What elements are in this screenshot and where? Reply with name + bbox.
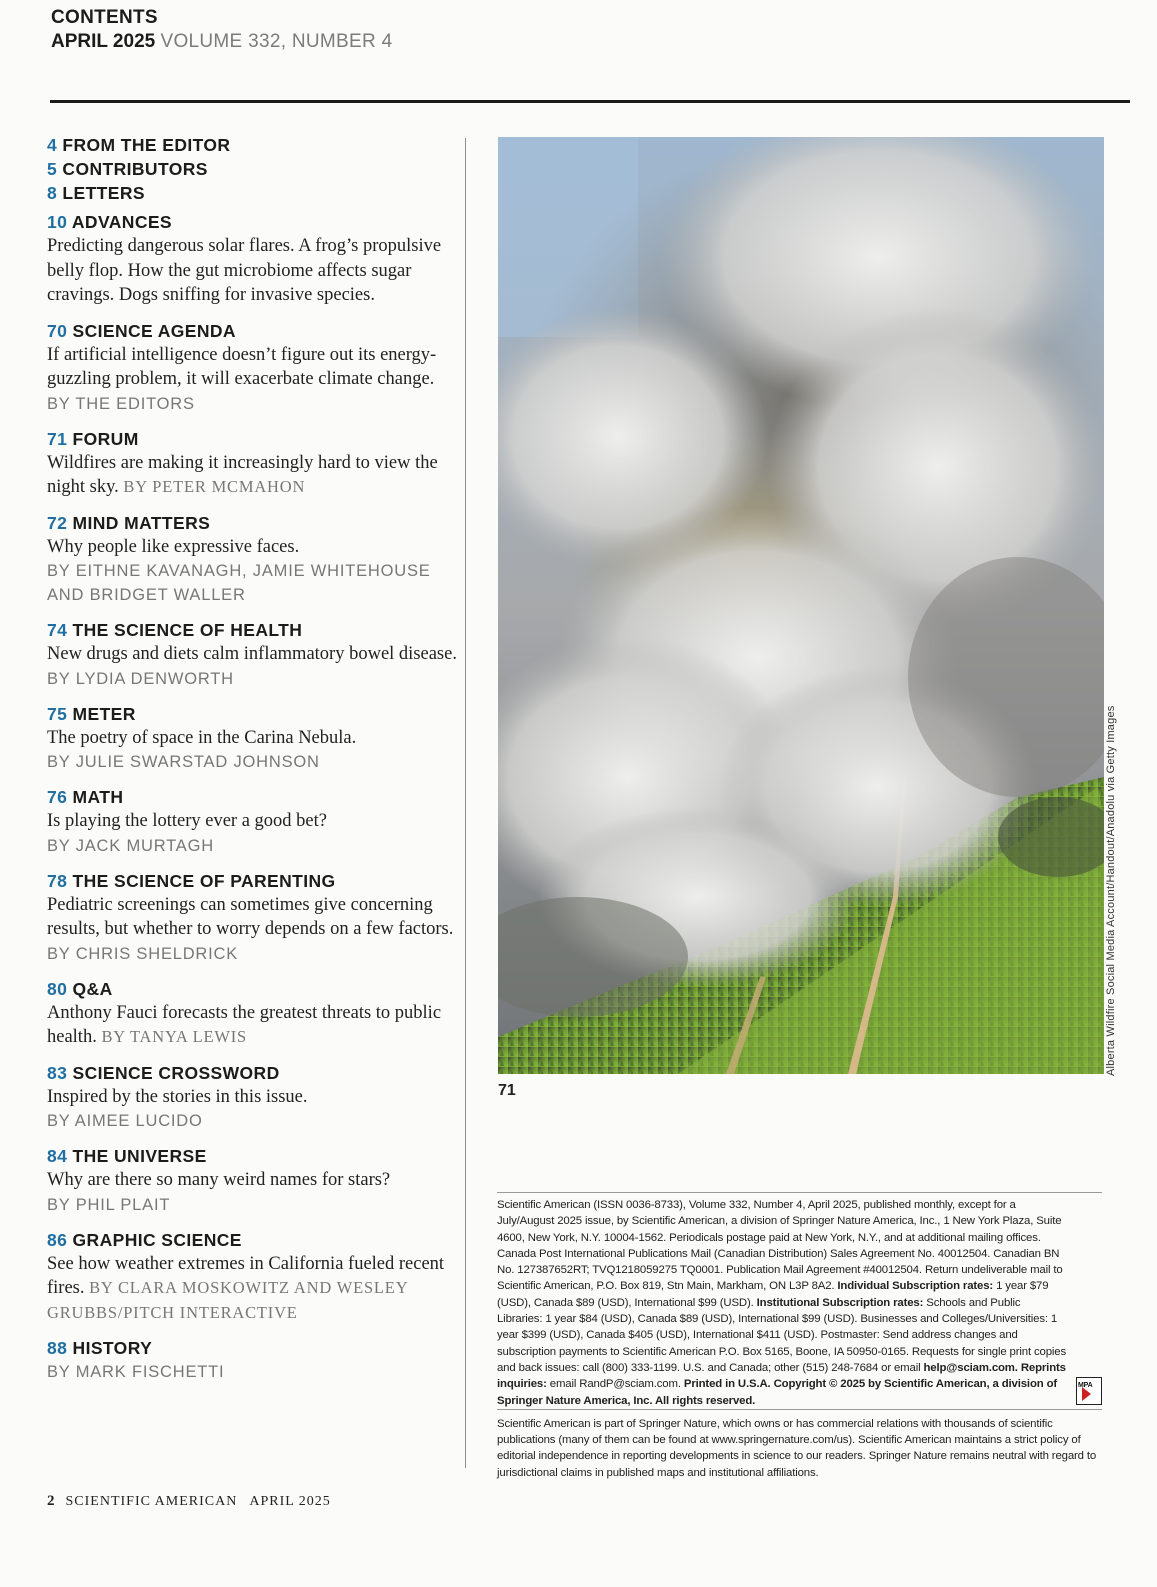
toc-heading (47, 869, 459, 893)
toc-description: If artificial intelligence doesn’t figure out its energy-guzzling problem, it will exacerbate climate change. (47, 344, 437, 389)
toc-byline: BY CHRIS SHELDRICK (47, 944, 239, 963)
toc-page-number: 83 (47, 1062, 68, 1083)
toc-description: Anthony Fauci forecasts the greatest threats to public health. BY TANYA LEWIS (47, 1002, 442, 1047)
toc-page-number: 88 (47, 1338, 68, 1358)
toc-byline: BY TANYA LEWIS (101, 1027, 247, 1046)
toc-heading (47, 1061, 459, 1085)
toc-title: MIND MATTERS (72, 512, 211, 533)
toc-heading (47, 1228, 459, 1252)
toc-entry (47, 427, 459, 500)
contents-label: CONTENTS (51, 7, 158, 28)
toc-title: SCIENCE CROSSWORD (72, 1062, 280, 1083)
toc-title: HISTORY (72, 1338, 153, 1358)
toc-entry (47, 157, 459, 181)
toc-title: FORUM (72, 428, 139, 449)
toc-entry (47, 210, 459, 308)
toc-description: Is playing the lottery ever a good bet? (47, 811, 327, 831)
toc-entry (47, 702, 459, 775)
toc-description: Wildfires are making it increasingly hard to view the night sky. BY PETER MCMAHON (47, 452, 438, 497)
toc-page-number: 5 (47, 159, 58, 179)
toc-heading (47, 133, 459, 157)
toc-entry (47, 319, 459, 416)
toc-entry (47, 1336, 459, 1384)
toc-page-number: 84 (47, 1146, 68, 1166)
toc-title: SCIENCE AGENDA (72, 320, 236, 341)
mpa-logo: MPA (1076, 1377, 1102, 1405)
publication-info: Scientific American (ISSN 0036-8733), Volume 332, Number 4, April 2025, published monthly, except for a July/August 2025 issue, by Scientific American, a division of Springer Nature America, Inc., 1 New York Plaza, Suite 4600, New York, N.Y. 10004-1562. Periodicals postage paid at New York, N.Y., and at additional mailing offices. Canada Post International Publications Mail (Canadian Distribution) Sales Agreement No. 40012504. Canadian BN No. 127387652RT; TVQ1218059275 TQ0001. Publication Mail Agreement #40012504. Return undeliverable mail to Scientific American, P.O. Box 819, Stn Main, Markham, ON L3P 8A2. Individual Subscription rates: 1 year $79 (USD), Canada $89 (USD), International $99 (USD). Institutional Subscription rates: Schools and Public Libraries: 1 year $84 (USD), Canada $89 (USD), International $99 (USD). Businesses and Colleges/Universities: 1 year $399 (USD), Canada $405 (USD), International $411 (USD). Postmaster: Send address changes and subscription payments to Scientific American P.O. Box 5165, Boone, IA 50950-0165. Requests for single print copies and back issues: call (800) 333-1199. U.S. and Canada; other (515) 248-7684 or email help@sciam.com. Reprints inquiries: email RandP@sciam.com. Printed in U.S.A. Copyright © 2025 by Scientific American, a division of Springer Nature America, Inc. All rights reserved. MPA (497, 1193, 1102, 1409)
springer-statement: Scientific American is part of Springer Nature, which owns or has commercial relations with thousands of scientific publications (many of them can be found at www.springernature.com/us). Scientific American maintains a strict policy of editorial independence in reporting developments in science to our readers. Springer Nature remains neutral with regard to jurisdictional claims in published maps and institutional affiliations. (497, 1417, 1097, 1479)
page-footer (47, 1493, 331, 1510)
page-number: 2 (47, 1493, 56, 1509)
toc-description: Predicting dangerous solar flares. A frog’s propulsive belly flop. How the gut microbiome affects sugar cravings. Dogs sniffing for invasive species. (47, 236, 442, 305)
column-divider (465, 138, 466, 1468)
toc-heading (47, 427, 459, 451)
toc-byline: BY MARK FISCHETTI (47, 1363, 225, 1381)
toc-page-number: 72 (47, 512, 68, 533)
toc-heading (47, 1336, 459, 1360)
toc-page-number: 75 (47, 703, 68, 724)
toc-title: METER (72, 703, 136, 724)
toc-entry (47, 1061, 459, 1134)
toc-title: MATH (72, 787, 124, 807)
photo-credit (1105, 706, 1123, 1076)
photo-credit-text: Alberta Wildfire Social Media Account/Handout/Anadolu via Getty Images (1105, 705, 1117, 1076)
toc-description: See how weather extremes in California fueled recent fires. BY CLARA MOSKOWITZ AND WESLEY GRUBBS/PITCH INTERACTIVE (47, 1253, 445, 1322)
toc-entry (47, 977, 459, 1050)
toc-description: Inspired by the stories in this issue. (47, 1086, 308, 1107)
toc-page-number: 10 (47, 212, 68, 232)
toc-description: Pediatric screenings can sometimes give concerning results, but whether to worry depends on a few factors. (47, 894, 454, 939)
toc-heading (47, 977, 459, 1001)
issue-line (51, 30, 392, 54)
toc-byline: BY JACK MURTAGH (47, 836, 214, 855)
toc-entry (47, 618, 459, 691)
toc-heading (47, 210, 459, 234)
toc-heading (47, 702, 459, 726)
toc-page-number: 86 (47, 1229, 68, 1250)
toc-description: Why people like expressive faces. (47, 536, 300, 557)
toc-heading (47, 157, 459, 181)
toc-byline: BY THE EDITORS (47, 394, 195, 413)
toc-title: ADVANCES (71, 212, 172, 232)
toc-byline: BY CLARA MOSKOWITZ AND WESLEY GRUBBS/PITCH INTERACTIVE (47, 1278, 408, 1322)
toc-heading (47, 319, 459, 343)
toc-page-number: 76 (47, 787, 68, 807)
toc-entry (47, 785, 459, 858)
toc-byline: BY PHIL PLAIT (47, 1195, 171, 1214)
toc-entry (47, 869, 459, 966)
toc-page-number: 70 (47, 320, 68, 341)
footer-date: APRIL 2025 (249, 1494, 331, 1509)
toc-entry (47, 181, 459, 205)
masthead (51, 6, 392, 54)
toc-heading (47, 1144, 459, 1168)
toc-byline: BY LYDIA DENWORTH (47, 669, 234, 688)
toc-title: Q&A (72, 978, 113, 999)
toc-description: New drugs and diets calm inflammatory bowel disease. (47, 644, 457, 664)
toc-entry (47, 133, 459, 157)
toc-entry (47, 511, 459, 608)
wildfire-photo (498, 137, 1104, 1074)
photo-page-ref: 71 (498, 1082, 516, 1099)
toc-description: Why are there so many weird names for stars? (47, 1170, 391, 1190)
issue-date: APRIL 2025 (51, 31, 156, 52)
toc-page-number: 71 (47, 428, 68, 449)
toc-page-number: 8 (47, 183, 58, 203)
header-rule (50, 100, 1130, 103)
table-of-contents (47, 133, 459, 1395)
magazine-name: SCIENTIFIC AMERICAN (65, 1494, 238, 1509)
toc-title: THE SCIENCE OF HEALTH (72, 620, 303, 640)
toc-title: FROM THE EDITOR (62, 135, 231, 155)
toc-title: CONTRIBUTORS (62, 159, 208, 179)
toc-entry (47, 1228, 459, 1326)
publisher-statement (497, 1192, 1102, 1481)
toc-heading (47, 511, 459, 535)
toc-page-number: 78 (47, 870, 68, 891)
toc-byline: BY JULIE SWARSTAD JOHNSON (47, 753, 320, 771)
toc-title: LETTERS (62, 183, 145, 203)
toc-page-number: 74 (47, 620, 68, 640)
toc-byline: BY AIMEE LUCIDO (47, 1112, 203, 1130)
toc-heading (47, 785, 459, 809)
toc-byline: BY PETER MCMAHON (123, 477, 306, 496)
issue-volume: VOLUME 332, NUMBER 4 (160, 31, 393, 52)
toc-page-number: 4 (47, 135, 58, 155)
toc-byline: BY EITHNE KAVANAGH, JAMIE WHITEHOUSE AND BRIDGET WALLER (47, 562, 431, 604)
toc-title: GRAPHIC SCIENCE (72, 1229, 242, 1250)
toc-page-number: 80 (47, 978, 68, 999)
toc-description: The poetry of space in the Carina Nebula. (47, 727, 357, 748)
toc-title: THE UNIVERSE (72, 1146, 207, 1166)
toc-entry (47, 1144, 459, 1217)
toc-title: THE SCIENCE OF PARENTING (72, 870, 336, 891)
toc-heading (47, 181, 459, 205)
toc-heading (47, 618, 459, 642)
